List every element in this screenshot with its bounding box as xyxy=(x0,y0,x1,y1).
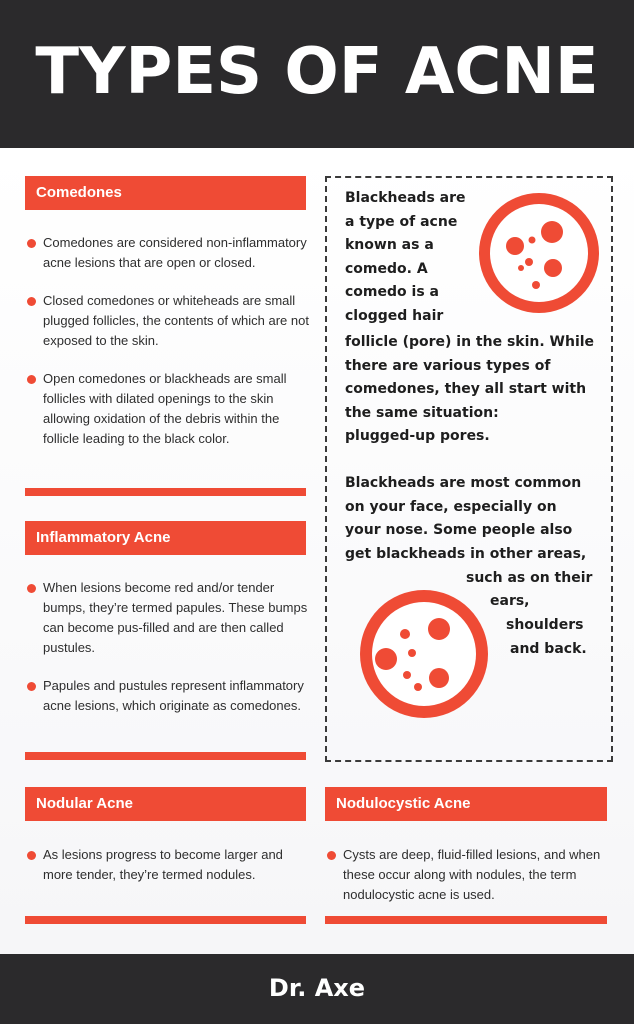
page-title: TYPES OF ACNE xyxy=(35,35,599,109)
list-item: Closed comedones or whiteheads are small plugged follicles, the contents of which are not exposed to the skin. xyxy=(27,291,309,351)
infobox-paragraph-2-end-3 xyxy=(506,614,606,661)
section-divider xyxy=(25,916,306,924)
infobox-line: comedo. A xyxy=(345,260,428,277)
infobox-paragraph-2-end-2 xyxy=(490,590,590,614)
list-item: As lesions progress to become larger and more tender, they’re termed nodules. xyxy=(27,845,309,885)
infobox-paragraph-2-start xyxy=(345,472,607,566)
section-header-inflammatory: Inflammatory Acne xyxy=(25,521,306,555)
bullet-dot-icon xyxy=(327,851,336,860)
list-item: Open comedones or blackheads are small follicles with dilated openings to the skin allowing oxidation of the debris within the follicle leading to the black color. xyxy=(27,369,309,449)
nodular-list xyxy=(27,845,309,885)
inflammatory-list xyxy=(27,578,312,716)
bullet-dot-icon xyxy=(27,297,36,306)
infobox-line: comedo is a xyxy=(345,284,439,300)
infobox-line: and back. xyxy=(510,640,587,657)
nodulocystic-list xyxy=(327,845,611,905)
infobox-line: there are various types of xyxy=(345,357,551,374)
section-divider xyxy=(325,916,607,924)
infobox-line: such as on their xyxy=(466,570,593,586)
section-header-nodulocystic: Nodulocystic Acne xyxy=(325,787,607,821)
section-header-comedones: Comedones xyxy=(25,176,306,210)
infobox-line: a type of acne xyxy=(345,213,458,230)
bullet-dot-icon xyxy=(27,851,36,860)
section-divider xyxy=(25,752,306,760)
infobox-line: follicle (pore) in the skin. While xyxy=(345,334,595,350)
infobox-paragraph-2-end-1 xyxy=(466,567,606,591)
infobox-line: shoulders xyxy=(506,617,584,633)
pore-circle-icon xyxy=(472,186,606,320)
brand-logo: Dr. Axe xyxy=(268,974,366,1002)
infobox-line: the same situation: xyxy=(345,404,499,421)
list-item: When lesions become red and/or tender bumps, they’re termed papules. These bumps can become pus-filled and are then called pustules. xyxy=(27,578,312,658)
list-item: Comedones are considered non-inflammatory acne lesions that are open or closed. xyxy=(27,233,309,273)
list-item: Papules and pustules represent inflammatory acne lesions, which originate as comedones. xyxy=(27,676,312,716)
infobox-line: known as a xyxy=(345,237,434,253)
bullet-dot-icon xyxy=(27,239,36,248)
section-header-nodular: Nodular Acne xyxy=(25,787,306,821)
infobox-line: your nose. Some people also xyxy=(345,522,573,538)
infobox-line: plugged-up pores. xyxy=(345,428,490,444)
header-banner xyxy=(0,0,634,148)
list-item: Cysts are deep, fluid-filled lesions, and when these occur along with nodules, the term nodulocystic acne is used. xyxy=(327,845,611,905)
bullet-dot-icon xyxy=(27,584,36,593)
pore-circle-icon xyxy=(354,584,494,724)
infobox-line: Blackheads are xyxy=(345,190,466,206)
infobox-line: clogged hair xyxy=(345,307,444,324)
bullet-dot-icon xyxy=(27,375,36,384)
infobox-line: get blackheads in other areas, xyxy=(345,545,587,562)
infobox-line: Blackheads are most common xyxy=(345,475,582,491)
footer-banner xyxy=(0,954,634,1024)
infobox-paragraph-1-end xyxy=(345,331,607,449)
infobox-paragraph-1-start xyxy=(345,187,471,328)
infobox-line: on your face, especially on xyxy=(345,498,557,515)
section-divider xyxy=(25,488,306,496)
infobox-line: ears, xyxy=(490,593,530,609)
bullet-dot-icon xyxy=(27,682,36,691)
infobox-line: comedones, they all start with xyxy=(345,381,587,397)
comedones-list xyxy=(27,233,309,449)
